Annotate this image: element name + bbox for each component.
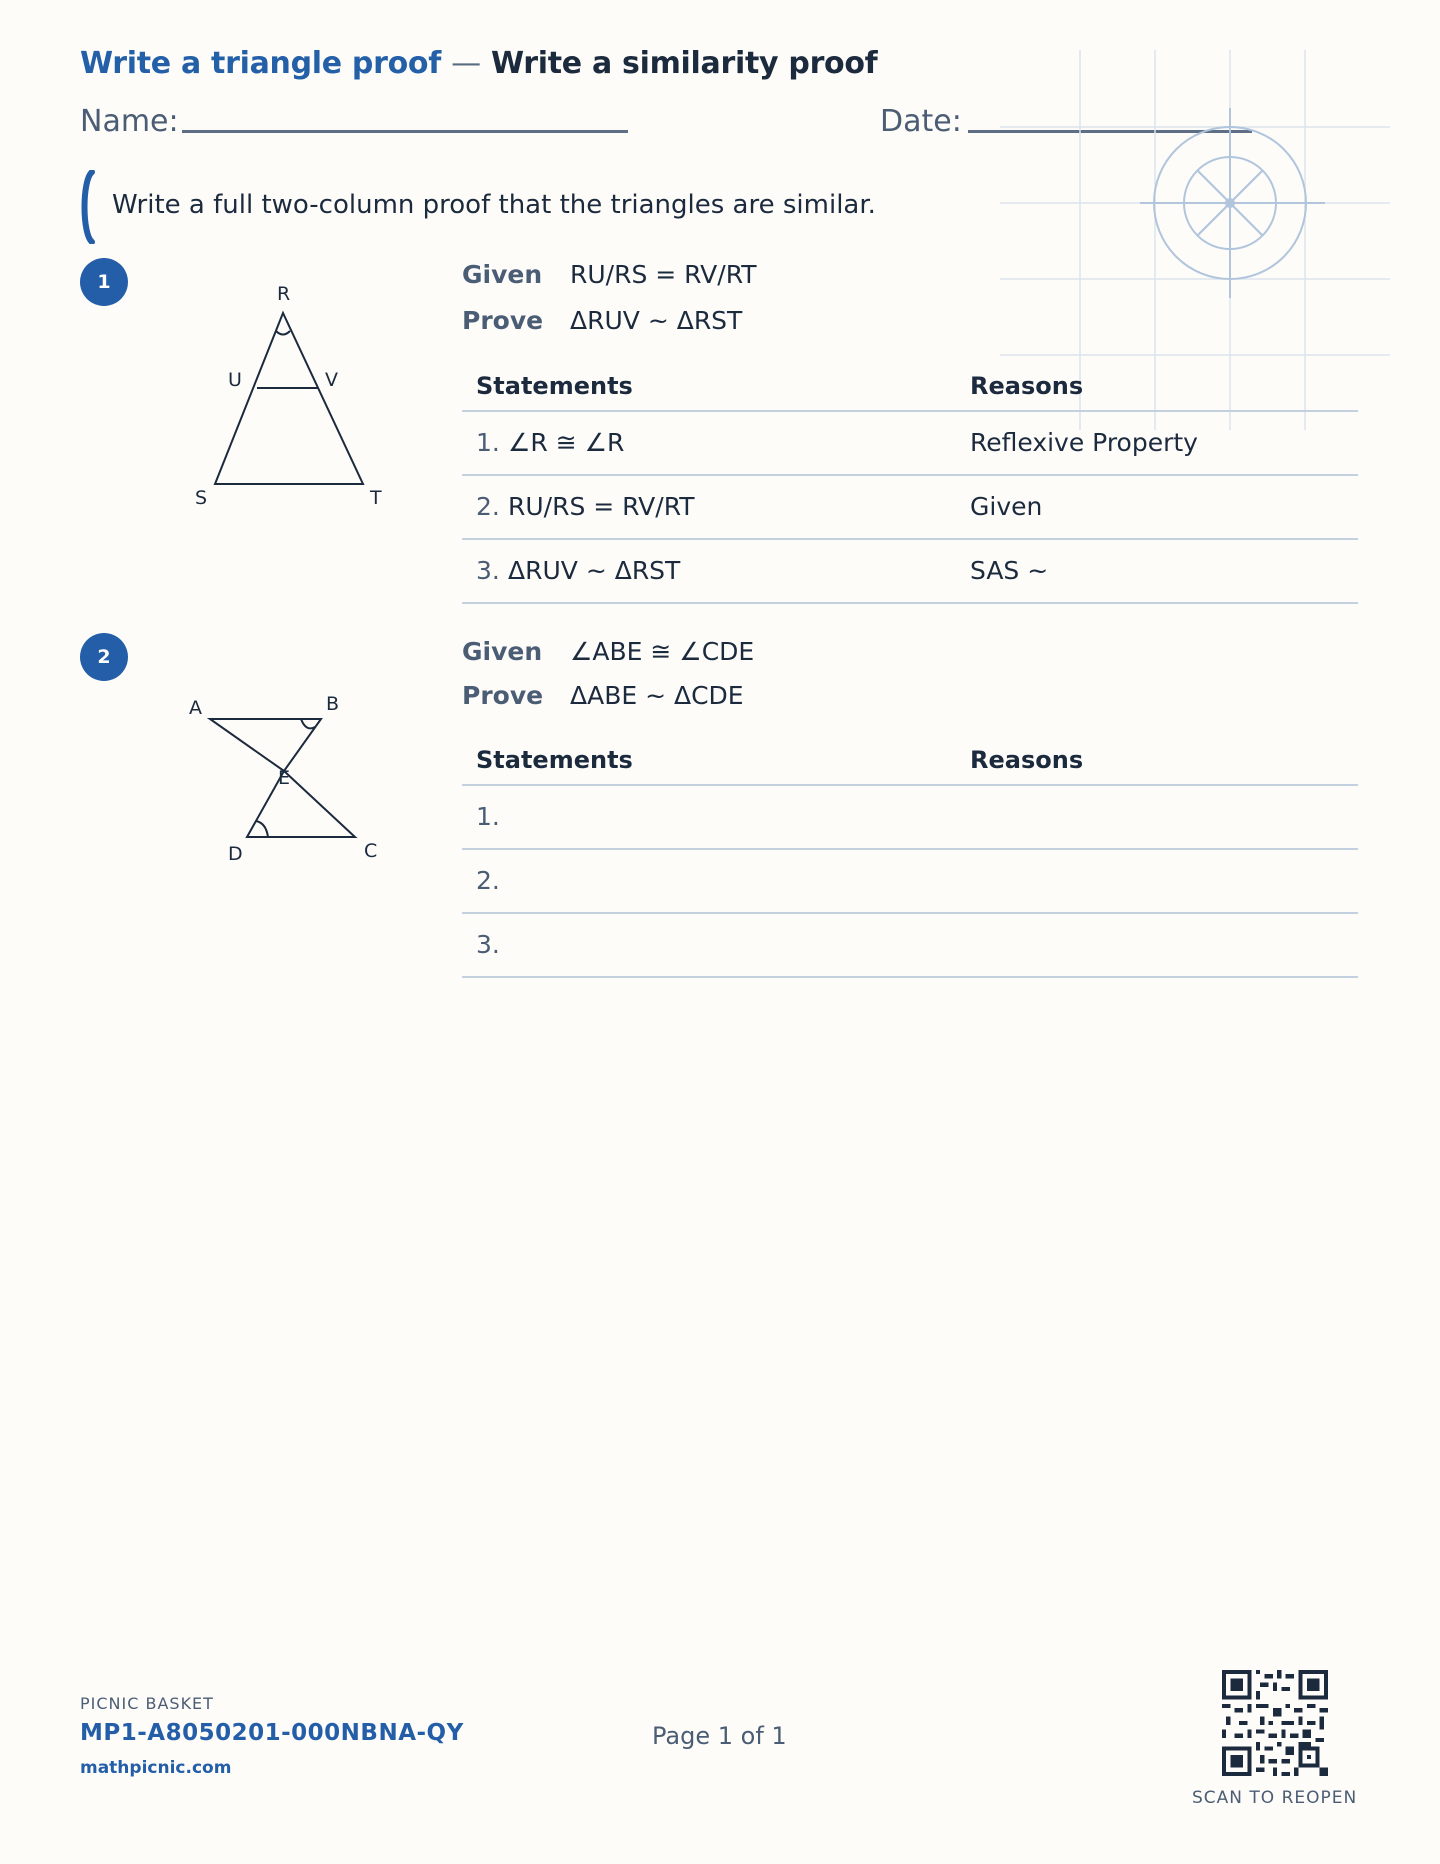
instruction-text: Write a full two-column proof that the triangles are similar. [112,190,876,220]
proof-table-header [462,362,1358,412]
page-indicator: Page 1 of 1 [652,1722,787,1750]
row-number: 3. [476,556,500,585]
reasons-header: Reasons [970,372,1084,400]
qr-code-icon[interactable] [1222,1670,1328,1776]
footer-worksheet-code: MP1-A8050201-000NBNA-QY [80,1720,464,1746]
given-value: RU/RS = RV/RT [570,260,757,289]
proof-table [462,736,1358,978]
proof-row[interactable] [462,914,1358,978]
given-label: Given [462,637,543,666]
row-reason: Given [970,492,1043,521]
row-number: 2. [476,492,500,521]
row-statement: ΔRUV ~ ΔRST [508,556,681,585]
row-statement: RU/RS = RV/RT [508,492,695,521]
vertex-label-r: R [277,283,291,305]
prove-value: ΔABE ~ ΔCDE [570,681,744,710]
proof-row[interactable] [462,850,1358,914]
vertex-label-b: B [326,693,340,715]
scan-to-reopen-label: SCAN TO REOPEN [1192,1788,1358,1808]
statements-header: Statements [476,746,633,774]
prove-line [462,681,744,710]
vertex-label-a: A [189,697,202,719]
title-subtopic: Write a similarity proof [491,46,878,81]
proof-table-header [462,736,1358,786]
instruction-bracket [78,170,98,244]
vertex-label-t: T [370,487,382,509]
vertex-label-u: U [228,369,242,391]
problem-number-badge: 2 [80,633,128,681]
row-reason: SAS ~ [970,556,1049,585]
vertex-label-d: D [228,843,243,865]
row-number: 1. [476,802,500,831]
row-number: 1. [476,428,500,457]
title-topic: Write a triangle proof [80,46,441,81]
proof-table [462,362,1358,604]
footer-url-link[interactable]: mathpicnic.com [80,1758,232,1778]
vertex-label-v: V [325,369,338,391]
row-statement: ∠R ≅ ∠R [508,428,625,457]
given-label: Given [462,260,543,289]
given-value: ∠ABE ≅ ∠CDE [570,637,755,666]
date-label: Date: [880,104,962,139]
vertex-label-c: C [364,840,378,862]
triangle-figure-ruv-rst [180,270,420,520]
title-separator: — [451,46,481,81]
worksheet-title [80,46,877,81]
prove-label: Prove [462,306,544,335]
proof-row[interactable] [462,412,1358,476]
given-line [462,260,757,289]
proof-row[interactable] [462,476,1358,540]
name-label: Name: [80,104,179,139]
vertex-label-e: E [278,767,291,789]
prove-line [462,306,742,335]
proof-row[interactable] [462,540,1358,604]
prove-value: ΔRUV ~ ΔRST [570,306,743,335]
vertex-label-s: S [195,487,208,509]
prove-label: Prove [462,681,544,710]
triangle-figure-abe-cde [180,685,400,865]
statements-header: Statements [476,372,633,400]
proof-row[interactable] [462,786,1358,850]
problem-number-badge: 1 [80,258,128,306]
given-line [462,637,754,666]
row-reason: Reflexive Property [970,428,1198,457]
name-field[interactable] [182,130,628,133]
reasons-header: Reasons [970,746,1084,774]
footer-brand: PICNIC BASKET [80,1694,214,1713]
row-number: 2. [476,866,500,895]
row-number: 3. [476,930,500,959]
